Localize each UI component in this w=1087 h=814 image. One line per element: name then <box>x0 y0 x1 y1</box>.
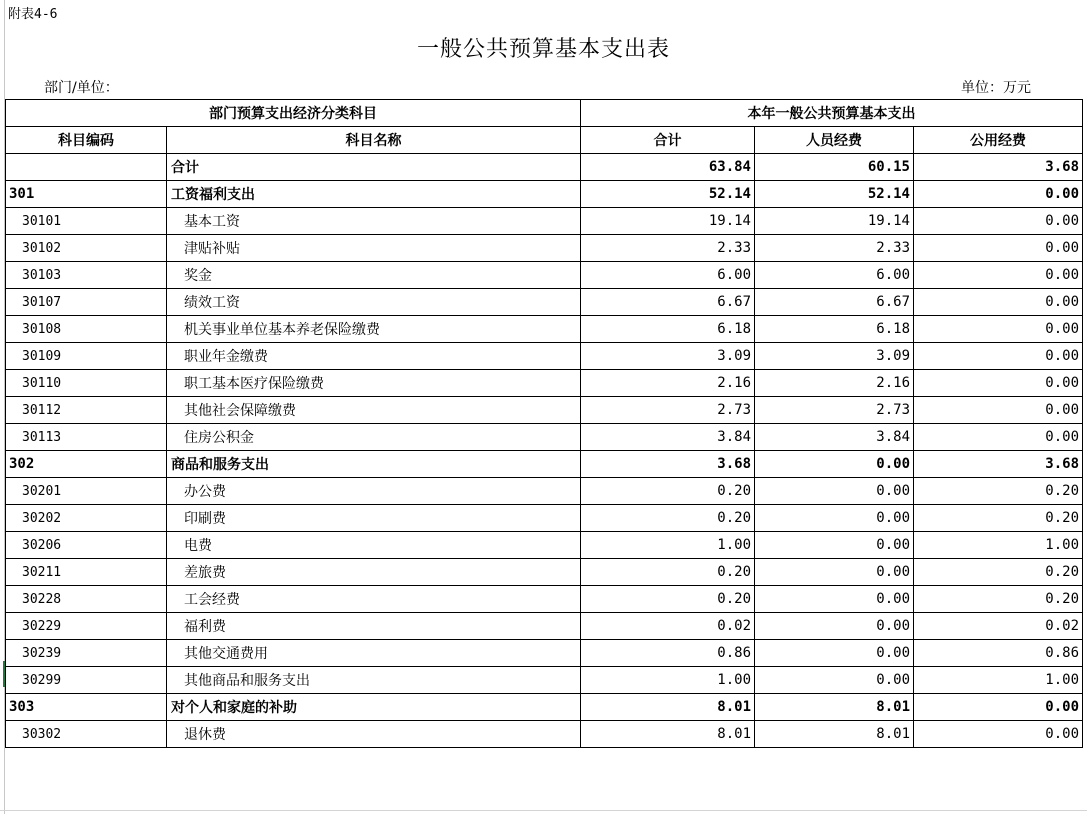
cell-public[interactable]: 0.02 <box>914 613 1083 640</box>
header-row-group <box>6 100 1083 127</box>
cell-name[interactable]: 绩效工资 <box>167 289 581 316</box>
cell-personnel[interactable]: 3.84 <box>755 424 914 451</box>
cell-code[interactable]: 30206 <box>6 532 167 559</box>
cell-total[interactable]: 1.00 <box>581 532 755 559</box>
cell-name[interactable]: 其他商品和服务支出 <box>167 667 581 694</box>
table-row <box>6 289 1083 316</box>
cell-name[interactable]: 商品和服务支出 <box>167 451 581 478</box>
cell-public[interactable]: 0.00 <box>914 181 1083 208</box>
cell-total[interactable]: 0.86 <box>581 640 755 667</box>
budget-table <box>5 99 1083 748</box>
cell-name[interactable]: 电费 <box>167 532 581 559</box>
cell-personnel[interactable]: 6.00 <box>755 262 914 289</box>
cell-name[interactable]: 职工基本医疗保险缴费 <box>167 370 581 397</box>
cell-code[interactable]: 30108 <box>6 316 167 343</box>
cell-name[interactable]: 差旅费 <box>167 559 581 586</box>
cell-total[interactable]: 0.02 <box>581 613 755 640</box>
cell-total[interactable]: 2.33 <box>581 235 755 262</box>
cell-code[interactable]: 302 <box>6 451 167 478</box>
cell-code[interactable]: 30112 <box>6 397 167 424</box>
cell-public[interactable]: 0.00 <box>914 235 1083 262</box>
cell-total[interactable]: 3.84 <box>581 424 755 451</box>
cell-personnel[interactable]: 3.09 <box>755 343 914 370</box>
cell-personnel[interactable]: 0.00 <box>755 667 914 694</box>
dept-label: 部门/单位： <box>44 80 119 96</box>
cell-public[interactable]: 0.00 <box>914 289 1083 316</box>
cell-personnel[interactable]: 60.15 <box>755 154 914 181</box>
cell-public[interactable]: 0.00 <box>914 424 1083 451</box>
header-code[interactable]: 科目编码 <box>6 127 167 154</box>
cell-total[interactable]: 3.09 <box>581 343 755 370</box>
table-row <box>6 613 1083 640</box>
header-row-columns <box>6 127 1083 154</box>
header-name[interactable]: 科目名称 <box>167 127 581 154</box>
table-row <box>6 667 1083 694</box>
table-row <box>6 424 1083 451</box>
cell-public[interactable]: 0.20 <box>914 478 1083 505</box>
cell-public[interactable]: 0.00 <box>914 694 1083 721</box>
cell-total[interactable]: 6.00 <box>581 262 755 289</box>
cell-code[interactable]: 30110 <box>6 370 167 397</box>
cell-personnel[interactable]: 0.00 <box>755 478 914 505</box>
cell-name[interactable]: 住房公积金 <box>167 424 581 451</box>
cell-total[interactable]: 19.14 <box>581 208 755 235</box>
table-row <box>6 370 1083 397</box>
cell-code[interactable]: 30228 <box>6 586 167 613</box>
sheet-bottom-border <box>0 810 1087 811</box>
cell-name[interactable]: 津贴补贴 <box>167 235 581 262</box>
cell-personnel[interactable]: 0.00 <box>755 640 914 667</box>
cell-public[interactable]: 3.68 <box>914 154 1083 181</box>
cell-total[interactable]: 0.20 <box>581 478 755 505</box>
unit-label: 单位：万元 <box>961 80 1031 96</box>
table-row <box>6 451 1083 478</box>
cell-total[interactable]: 2.73 <box>581 397 755 424</box>
table-row <box>6 181 1083 208</box>
cell-public[interactable]: 0.00 <box>914 370 1083 397</box>
cell-code[interactable]: 30229 <box>6 613 167 640</box>
table-row <box>6 505 1083 532</box>
table-row <box>6 208 1083 235</box>
cell-public[interactable]: 0.20 <box>914 586 1083 613</box>
cell-code[interactable]: 30113 <box>6 424 167 451</box>
cell-name[interactable]: 奖金 <box>167 262 581 289</box>
cell-personnel[interactable]: 19.14 <box>755 208 914 235</box>
cell-name[interactable]: 基本工资 <box>167 208 581 235</box>
table-row <box>6 721 1083 748</box>
cell-code[interactable]: 30202 <box>6 505 167 532</box>
cell-name[interactable]: 其他交通费用 <box>167 640 581 667</box>
cell-public[interactable]: 0.00 <box>914 397 1083 424</box>
cell-code[interactable]: 30211 <box>6 559 167 586</box>
cell-total[interactable]: 1.00 <box>581 667 755 694</box>
cell-code[interactable]: 30201 <box>6 478 167 505</box>
cell-total[interactable]: 8.01 <box>581 721 755 748</box>
table-row <box>6 586 1083 613</box>
cell-personnel[interactable]: 6.18 <box>755 316 914 343</box>
cell-total[interactable]: 6.18 <box>581 316 755 343</box>
cell-public[interactable]: 1.00 <box>914 667 1083 694</box>
cell-personnel[interactable]: 0.00 <box>755 451 914 478</box>
cell-name[interactable]: 工会经费 <box>167 586 581 613</box>
header-group-left[interactable]: 部门预算支出经济分类科目 <box>6 100 581 127</box>
header-group-right[interactable]: 本年一般公共预算基本支出 <box>581 100 1083 127</box>
table-row <box>6 343 1083 370</box>
cell-name[interactable]: 福利费 <box>167 613 581 640</box>
table-row <box>6 694 1083 721</box>
cell-public[interactable]: 0.00 <box>914 343 1083 370</box>
cell-personnel[interactable]: 2.16 <box>755 370 914 397</box>
cell-public[interactable]: 0.20 <box>914 559 1083 586</box>
cell-personnel[interactable]: 8.01 <box>755 721 914 748</box>
cell-personnel[interactable]: 6.67 <box>755 289 914 316</box>
cell-personnel[interactable]: 2.33 <box>755 235 914 262</box>
cell-personnel[interactable]: 8.01 <box>755 694 914 721</box>
cell-personnel[interactable]: 52.14 <box>755 181 914 208</box>
cell-total[interactable]: 0.20 <box>581 586 755 613</box>
table-row <box>6 262 1083 289</box>
header-personnel[interactable]: 人员经费 <box>755 127 914 154</box>
cell-code[interactable]: 30107 <box>6 289 167 316</box>
cell-public[interactable]: 0.20 <box>914 505 1083 532</box>
cell-code[interactable]: 303 <box>6 694 167 721</box>
table-row <box>6 397 1083 424</box>
cell-personnel[interactable]: 0.00 <box>755 613 914 640</box>
cell-public[interactable]: 0.00 <box>914 316 1083 343</box>
cell-total[interactable]: 6.67 <box>581 289 755 316</box>
cell-name[interactable]: 工资福利支出 <box>167 181 581 208</box>
cell-public[interactable]: 0.00 <box>914 721 1083 748</box>
cell-name[interactable]: 机关事业单位基本养老保险缴费 <box>167 316 581 343</box>
cell-total[interactable]: 63.84 <box>581 154 755 181</box>
cell-code[interactable] <box>6 154 167 181</box>
cell-personnel[interactable]: 2.73 <box>755 397 914 424</box>
cell-total[interactable]: 3.68 <box>581 451 755 478</box>
cell-code[interactable]: 301 <box>6 181 167 208</box>
page-title: 一般公共预算基本支出表 <box>416 37 670 62</box>
cell-name[interactable]: 合计 <box>167 154 581 181</box>
cell-personnel[interactable]: 0.00 <box>755 586 914 613</box>
cell-name[interactable]: 办公费 <box>167 478 581 505</box>
table-row <box>6 478 1083 505</box>
cell-total[interactable]: 8.01 <box>581 694 755 721</box>
cell-total[interactable]: 0.20 <box>581 505 755 532</box>
table-row <box>6 154 1083 181</box>
cell-code[interactable]: 30101 <box>6 208 167 235</box>
cell-name[interactable]: 职业年金缴费 <box>167 343 581 370</box>
cell-total[interactable]: 52.14 <box>581 181 755 208</box>
cell-public[interactable]: 1.00 <box>914 532 1083 559</box>
header-total[interactable]: 合计 <box>581 127 755 154</box>
table-row <box>6 640 1083 667</box>
cell-public[interactable]: 0.00 <box>914 262 1083 289</box>
table-row <box>6 235 1083 262</box>
table-row <box>6 559 1083 586</box>
cell-name[interactable]: 印刷费 <box>167 505 581 532</box>
cell-total[interactable]: 0.20 <box>581 559 755 586</box>
table-row <box>6 532 1083 559</box>
cell-public[interactable]: 0.00 <box>914 208 1083 235</box>
cell-name[interactable]: 其他社会保障缴费 <box>167 397 581 424</box>
cell-personnel[interactable]: 0.00 <box>755 559 914 586</box>
cell-code[interactable]: 30239 <box>6 640 167 667</box>
cell-code[interactable]: 30302 <box>6 721 167 748</box>
cell-code[interactable]: 30299 <box>6 667 167 694</box>
cell-personnel[interactable]: 0.00 <box>755 505 914 532</box>
cell-name[interactable]: 对个人和家庭的补助 <box>167 694 581 721</box>
table-row <box>6 316 1083 343</box>
header-public[interactable]: 公用经费 <box>914 127 1083 154</box>
cell-code[interactable]: 30109 <box>6 343 167 370</box>
cell-code[interactable]: 30102 <box>6 235 167 262</box>
cell-public[interactable]: 3.68 <box>914 451 1083 478</box>
appendix-label: 附表4-6 <box>8 7 58 22</box>
cell-personnel[interactable]: 0.00 <box>755 532 914 559</box>
cell-code[interactable]: 30103 <box>6 262 167 289</box>
cell-public[interactable]: 0.86 <box>914 640 1083 667</box>
cell-name[interactable]: 退休费 <box>167 721 581 748</box>
cell-total[interactable]: 2.16 <box>581 370 755 397</box>
